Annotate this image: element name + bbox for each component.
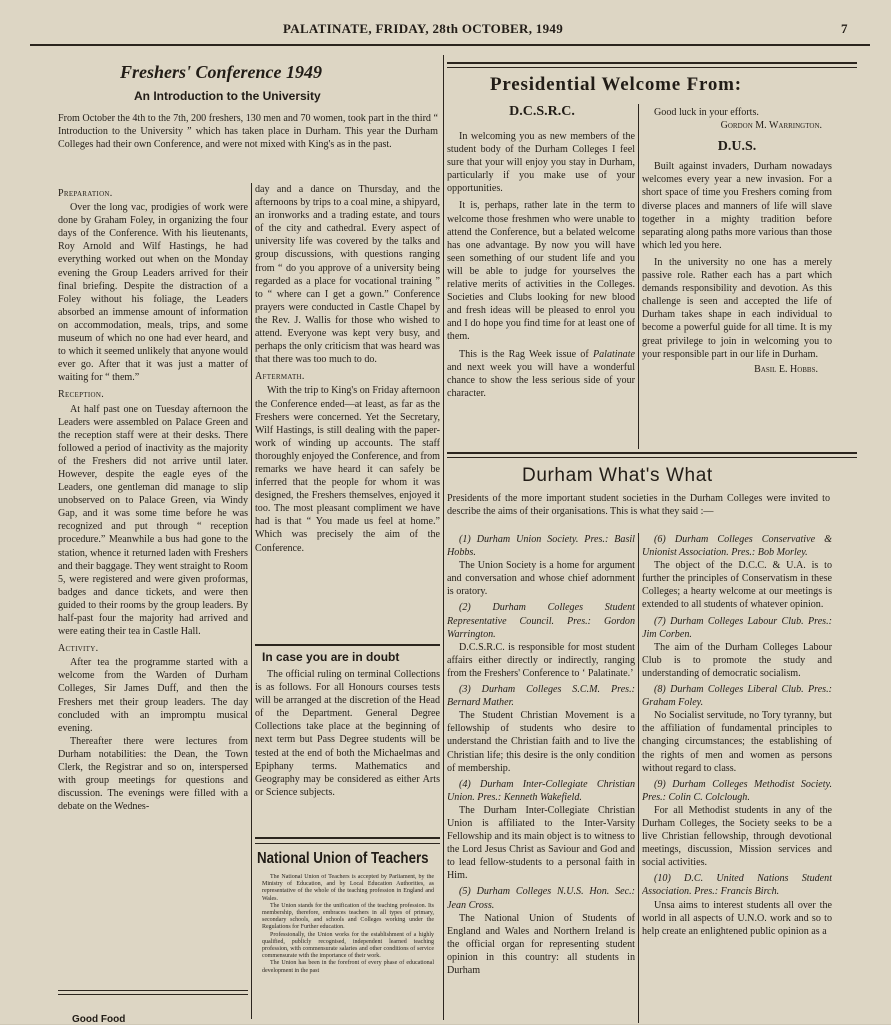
box-rule xyxy=(255,837,440,839)
paragraph: In welcoming you as new members of the student body of the Durham Colleges I feel sure that your will enjoy you stay in Durham, particularly if you make use of your opportunities. xyxy=(447,131,635,195)
column-divider xyxy=(251,183,252,1019)
doubt-heading: In case you are in doubt xyxy=(262,650,400,664)
dus-column xyxy=(642,106,832,451)
society-entry: (9) Durham Colleges Methodist Society. Pres.: Colin C. Colclough. xyxy=(642,778,832,803)
header-rule xyxy=(30,44,870,46)
doubt-body xyxy=(255,668,440,833)
society-entry: (10) D.C. United Nations Student Association. Pres.: Francis Birch. xyxy=(642,873,832,898)
society-entry: (4) Durham Inter-Collegiate Christian Union. Pres.: Kenneth Wakefield. xyxy=(447,778,635,803)
column-divider xyxy=(638,104,639,449)
text-run: This is the Rag Week issue of xyxy=(459,348,593,360)
paragraph: The Student Christian Movement is a fellowship of students who desire to understand the Christian faith and to live the Christian life; this desire is the only condition of membership. xyxy=(447,710,635,774)
paragraph: After tea the programme started with a welcome from the Warden of Durham Colleges, Sir James Duff, and then the Freshers met their group leaders. The day concluded with an impromptu musical evening. xyxy=(58,657,248,734)
header-title: PALATINATE, FRIDAY, 28th OCTOBER, 1949 xyxy=(283,21,563,36)
box-rule xyxy=(255,843,440,844)
paragraph: The object of the D.C.C. & U.A. is to further the principles of Conservatism in these Colleges; a hearty welcome at our meetings is extended to all students of whatever opinion. xyxy=(642,560,832,611)
box-rule xyxy=(447,67,857,68)
paragraph: The Union stands for the unification of the teaching profession. Its membership, therefore, embraces teachers in all types of primary, secondary schools, and schools and Colleges working under the Regulations for Further education. xyxy=(262,902,434,931)
nut-body xyxy=(262,874,434,1024)
box-rule xyxy=(447,62,857,64)
society-entry: (6) Durham Colleges Conservative & Unionist Association. Pres.: Bob Morley. xyxy=(642,534,832,559)
whats-column-left xyxy=(447,533,635,1024)
society-entry: (3) Durham Colleges S.C.M. Pres.: Bernard Mather. xyxy=(447,684,635,709)
paragraph: Professionally, the Union works for the establishment of a highly qualified, publicly recognised, independent learned teaching profession, with commensurate salaries and other conditions of service commensurate with the importance of their work. xyxy=(262,931,434,960)
box-rule xyxy=(447,452,857,454)
signature: Basil E. Hobbs. xyxy=(754,363,818,375)
paragraph: No Socialist servitude, no Tory tyranny, but the affiliation of fundamental principles to changing circumstances; the establishing of the rights of men and women as persons without regard to class. xyxy=(642,710,832,774)
society-entry: (1) Durham Union Society. Pres.: Basil Hobbs. xyxy=(447,534,635,559)
column-rule xyxy=(58,994,248,995)
society-entry: (8) Durham Colleges Liberal Club. Pres.: Graham Foley. xyxy=(642,684,832,709)
dcsrc-body xyxy=(447,130,635,448)
column-divider xyxy=(638,533,639,1023)
paragraph: Unsa aims to interest students all over the world in all aspects of U.N.O. work and so to help create an enlightened public opinion as a xyxy=(642,899,832,937)
section-heading: Aftermath. xyxy=(255,371,305,383)
column-divider xyxy=(443,55,444,1020)
page-number: 7 xyxy=(841,21,848,36)
text-run: and next week you will have a wonderful chance to show the less serious side of your character. xyxy=(447,361,635,399)
paragraph: The official ruling on terminal Collections is as follows. For all Honours courses tests will be arranged at the discretion of the Head of the Department. General Degree Collections take place at the beginning of next term but Pass Degree students will be tested at the end of both the Michaelmas and Epiphany terms. Mathematics and Geography may be considered as either Arts or Science subjects. xyxy=(255,669,440,798)
freshers-column-1 xyxy=(58,183,248,983)
paragraph: The Durham Inter-Collegiate Christian Union is affiliated to the Inter-Varsity Fellowship and its main object is to witness to the Lord Jesus Christ as Saviour and God and to lead fellow-students to a personal faith in Him. xyxy=(447,804,635,882)
column-rule xyxy=(58,990,248,991)
dus-heading: D.U.S. xyxy=(717,139,757,155)
whats-heading: Durham What's What xyxy=(522,465,713,486)
paragraph: At half past one on Tuesday afternoon the Leaders were assembled on Palace Green and the reception staff were at their desks. There followed a period of inactivity as the majority of the Freshers did not arrive until later. However, despite the eagle eyes of the Leaders, one gentleman did manage to slip unobserved on to Palace Green, via Windy Gap, and it was some time before he was recognized and put through “ reception procedure.” Meanwhile a bus had gone to the station, whence it returned laden with Freshers and their baggage. They went straight to Room 5, were registered and were given proformas, badges and dance tickets, and were then guided to their rooms by the group leaders. By half-past four the majority had arrived and were eating their tea in Castle Hall. xyxy=(58,403,248,638)
paragraph: With the trip to King's on Friday afternoon the Conference ended—at least, as far as the Freshers were concerned. Yet the Secretary, Wilf Hastings, is still dealing with the paper-work of winding up accounts. The staff thoroughly enjoyed the Conference, and from remarks we have heard it can safely be inferred that the people for whom it was designed, the Freshers themselves, enjoyed it too. The most pleasant compliment we have had is that “ You made us feel at home.” Which was precisely the aim of the Conference. xyxy=(255,385,440,554)
section-heading: Preparation. xyxy=(58,188,113,199)
paragraph: It is, perhaps, rather late in the term to welcome those freshmen who were unable to attend the Conference, but a belated welcome has one advantage. By now you will have seen something of our student life and you will be able to judge for yourselves the relative merits of activities in the Colleges. Societies and Clubs looking for new blood and fresh ideas will be pleased to enrol you and I do hope you find time for at least one of them. xyxy=(447,200,635,343)
page-header xyxy=(30,18,870,42)
paragraph: The National Union of Teachers is accepted by Parliament, by the Ministry of Education, and by Local Education Authorities, as representative of the whole of the teaching profession in England and Wales. xyxy=(262,874,434,902)
society-entry: (2) Durham Colleges Student Representative Council. Pres.: Gordon Warrington. xyxy=(447,602,635,640)
section-heading: Reception. xyxy=(58,389,105,401)
society-entry: (7) Durham Colleges Labour Club. Pres.: Jim Corben. xyxy=(642,615,832,640)
whats-intro: Presidents of the more important student societies in the Durham Colleges were invited to describe the aims of their organisations. This is what they said :— xyxy=(447,493,830,518)
paragraph: day and a dance on Thursday, and the afternoons by trips to a coal mine, a shipyard, an ironworks and a trading estate, and tours of the city and cathedral. Every aspect of university life was covered by the talks and group discussions, with questions ranging from “ do you approve of a university being regarded as a place for vocational training ” to “ where can I get a gown.” Conference prayers were conducted in Castle Chapel by the Rev. J. Wallis for those who wished to attend. Everyone was kept very busy, and perhaps the only criticism that was heard was that there was too much to do. xyxy=(255,184,440,366)
freshers-lede: From October the 4th to the 7th, 200 freshers, 130 men and 70 women, took part in the third “ Introduction to the University ” which has taken place in Durham. This year the Durham Colleges had their own Conference, and were not mixed with King's as in the past. xyxy=(58,113,438,151)
box-rule xyxy=(255,644,440,646)
paragraph: The National Union of Students of England and Wales and Northern Ireland is the official organ for representing student opinion in this country: all students in Durham xyxy=(447,912,635,976)
paragraph: The Union Society is a home for argument and conversation and whose chief adornment is oratory. xyxy=(447,560,635,598)
paragraph: Built against invaders, Durham nowadays welcomes every year a new invasion. For a short space of time you Freshers coming from diverse places and manners of life will slave together in a mighty tradition before separating along paths more various than those which led you here. xyxy=(642,161,832,251)
dcsrc-heading: D.C.S.R.C. xyxy=(509,104,575,119)
box-rule xyxy=(447,457,857,458)
freshers-headline: Freshers' Conference 1949 xyxy=(120,62,322,82)
paragraph: Thereafter there were lectures from Durham notabilities: the Dean, the Town Clerk, the Registrar and so on, interspersed with group meetings for questions and discussion. The evenings were filled with a debate on the Wednes- xyxy=(58,735,248,813)
section-heading: Activity. xyxy=(58,643,99,655)
paragraph: The aim of the Durham Colleges Labour Club is to promote the study and understanding of democratic socialism. xyxy=(642,641,832,679)
good-food-heading: Good Food xyxy=(72,1014,126,1025)
welcome-heading: Presidential Welcome From: xyxy=(490,74,742,95)
freshers-column-2 xyxy=(255,183,440,643)
paragraph: Over the long vac, prodigies of work were done by Graham Foley, in organizing the four days of the Conference. With his lieutenants, Roy Arnold and Wilf Hastings, he had everything worked out when on the Monday evening the Group Leaders arrived for their final briefing. Despite the distraction of a Foley without his foliage, the Leaders absorbed an immense amount of information on accommodation, meals, trips, and some museum of which no one had ever heard, and to which it seemed unlikely that anyone would ever go. After that it was just a matter of waiting for “ them.” xyxy=(58,202,248,384)
paragraph: D.C.S.R.C. is responsible for most student affairs either directly or indirectly, ranging from the Freshers' Conference to ‘ Palatinate.’ xyxy=(447,641,635,679)
signature: Gordon M. Warrington. xyxy=(720,120,822,132)
paragraph: The Union has been in the forefront of every phase of educational development in the past xyxy=(262,960,434,974)
text-run: Palatinate xyxy=(592,348,635,360)
whats-column-right xyxy=(642,533,832,1024)
paragraph xyxy=(447,348,635,400)
freshers-subtitle: An Introduction to the University xyxy=(134,89,321,103)
nut-heading: National Union of Teachers xyxy=(257,850,429,867)
paragraph: For all Methodist students in any of the Durham Colleges, the Society seeks to be a live Christian fellowship, through devotional meetings, discussion, Mission services and social activities. xyxy=(642,804,832,869)
paragraph: Good luck in your efforts. xyxy=(654,107,759,118)
society-entry: (5) Durham Colleges N.U.S. Hon. Sec.: Jean Cross. xyxy=(447,886,635,911)
paragraph: In the university no one has a merely passive role. Rather each has a part which demands responsibility and devotion. As this challenge is seen and accepted the life of Durham takes shape in each individual to become a powerful guide for all time. It is my great privilege to join in welcoming you to your responsible part in our life in Durham. xyxy=(642,256,832,360)
